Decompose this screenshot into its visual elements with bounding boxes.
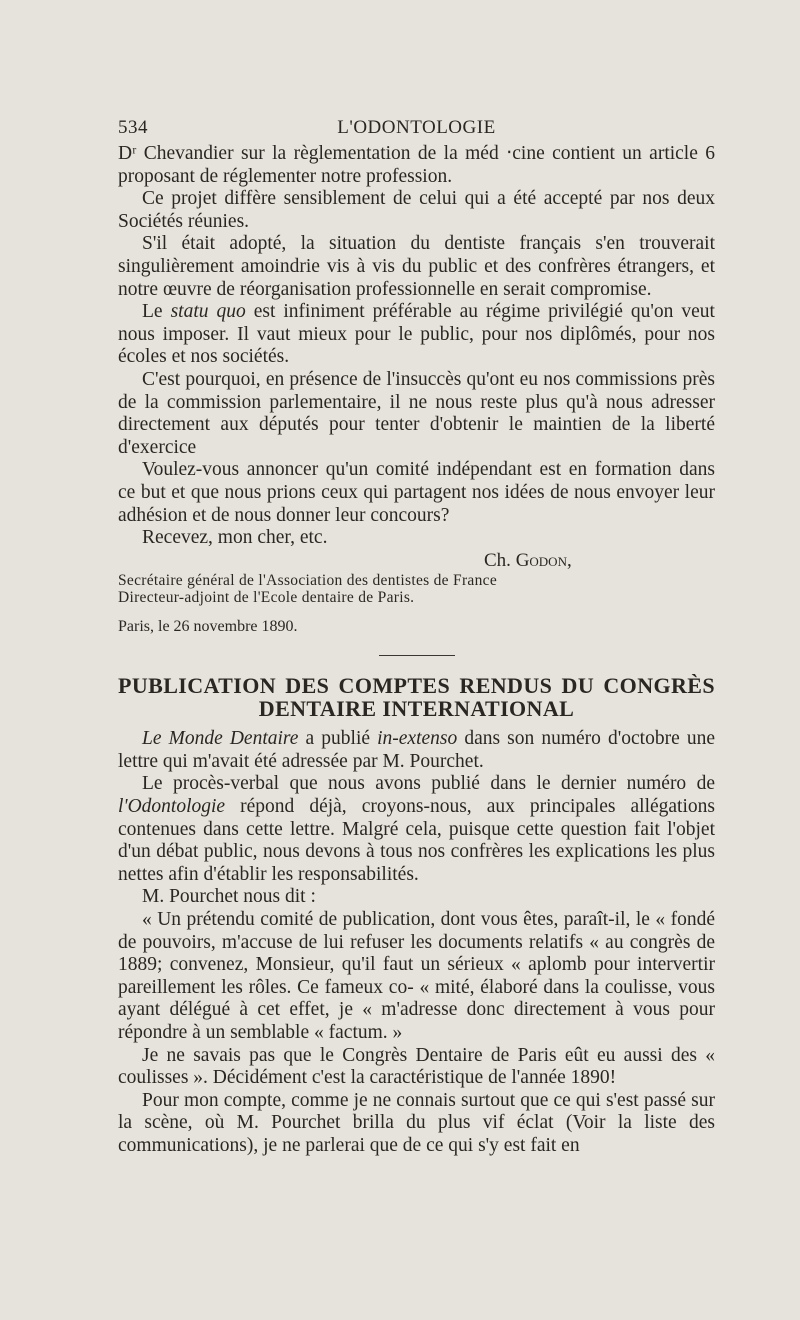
section-paragraph: M. Pourchet nous dit : [142,886,316,908]
letter-paragraph: Le statu quo est infiniment préférable au régime privilégié qu'on veut nous imposer. Il vaut mieux pour le public, pour nos diplômés, pour nos écoles et nos sociétés. [118,301,715,368]
dateline: Paris, le 26 novembre 1890. [118,618,298,636]
running-header [118,117,715,141]
page-number: 534 [118,117,148,138]
signature-name: Ch. Godon, [484,549,572,571]
letter-paragraph: Ce projet diffère sensiblement de celui qui a été accepté par nos deux Sociétés réunies. [118,188,715,232]
letter-closing: Recevez, mon cher, etc. [142,527,328,549]
quoted-passage: « Un prétendu comité de publication, dont vous êtes, paraît-il, le « fondé de pouvoirs, m'accuse de lui refuser les documents relatifs « au congrès de 1889; convenez, Monsieur, qu'il faut un sérieux « aplomb pour intervertir pareillement les rôles. Ce fameux co- « mité, élaboré dans la coulisse, vous ayant délégué à cet effet, je « m'adresse donc directement à vous pour répondre à un semblable « factum. » [118,909,715,1043]
signature-title: Secrétaire général de l'Association des dentistes de France [118,572,498,590]
section-divider [379,655,455,656]
section-paragraph: Le Monde Dentaire a publié in-extenso dans son numéro d'octobre une lettre qui m'avait été adressée par M. Pourchet. [118,728,715,772]
running-title: L'ODONTOLOGIE [337,117,496,138]
italic-phrase: statu quo [170,301,246,323]
letter-paragraph: C'est pourquoi, en présence de l'insuccès qu'ont eu nos commissions près de la commission parlementaire, il ne nous reste plus qu'à nous adresser directement aux députés pour tenter d'obtenir le maintien de la liberté d'exercice [118,368,715,458]
page-body [118,143,715,1158]
signature-title: Directeur-adjoint de l'Ecole dentaire de Paris. [118,589,415,607]
section-paragraph: Je ne savais pas que le Congrès Dentaire de Paris eût eu aussi des « coulisses ». Décidément c'est la caractéristique de l'année 1890! [118,1044,715,1089]
section-paragraph: Le procès-verbal que nous avons publié dans le dernier numéro de l'Odontologie répond déjà, croyons-nous, aux principales allégations contenues dans cette lettre. Malgré cela, puisque cette question fait l'objet d'un débat public, nous devons à tous nos confrères les explications les plus nettes afin d'établir les responsabilités. [118,773,715,885]
section-paragraph: Pour mon compte, comme je ne connais surtout que ce qui s'est passé sur la scène, où M. Pourchet brilla du plus vif éclat (Voir la liste des communications), je ne parlerai que de ce qui s'y est fait en [118,1089,715,1156]
letter-paragraph: Dʳ Chevandier sur la règlementation de la méd ‧cine contient un article 6 proposant de réglementer notre profession. [118,143,715,187]
signature-block [118,550,715,607]
section-title: PUBLICATION DES COMPTES RENDUS DU CONGRÈS DENTAIRE INTERNATIONAL [118,673,715,722]
letter-paragraph: S'il était adopté, la situation du dentiste français s'en trouverait singulièrement amoindrie vis à vis du public et des confrères étrangers, et notre œuvre de réorganisation professionnelle en serait compromise. [118,233,715,300]
letter-paragraph: Voulez-vous annoncer qu'un comité indépendant est en formation dans ce but et que nous prions ceux qui partagent nos idées de nous envoyer leur adhésion et de nous donner leur concours? [118,459,715,526]
